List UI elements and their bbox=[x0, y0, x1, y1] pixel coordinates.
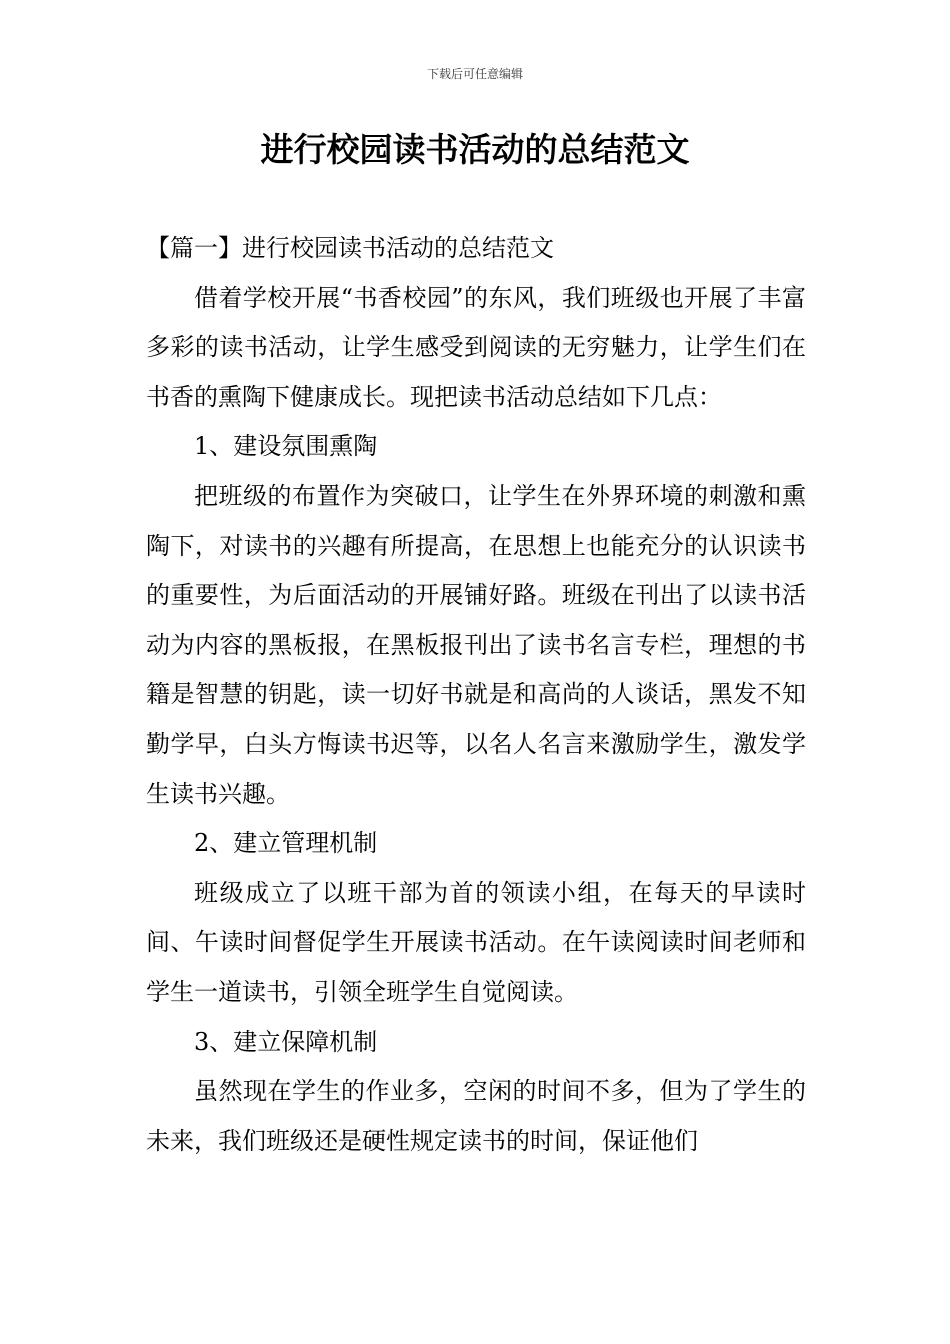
subheading-1: 1、建设氛围熏陶 bbox=[194, 432, 378, 461]
subheading-2: 2、建立管理机制 bbox=[194, 829, 378, 858]
subheading-3: 3、建立保障机制 bbox=[194, 1027, 378, 1056]
paragraph-1: 把班级的布置作为突破口，让学生在外界环境的刺激和熏陶下，对读书的兴趣有所提高，在思想上也能充分的认识读书的重要性，为后面活动的开展铺好路。班级在刊出了以读书活动为内容的黑板报，在黑板报刊出了读书名言专栏，理想的书籍是智慧的钥匙，读一切好书就是和高尚的人谈话，黑发不知勤学早，白头方悔读书迟等，以名人名言来激励学生，激发学生读书兴趣。 bbox=[146, 481, 806, 808]
document-body bbox=[146, 224, 806, 1166]
paragraph-3: 虽然现在学生的作业多，空闲的时间不多，但为了学生的未来，我们班级还是硬性规定读书的时间，保证他们 bbox=[146, 1077, 806, 1155]
document-title: 进行校园读书活动的总结范文 bbox=[260, 130, 690, 169]
paragraph-intro: 借着学校开展“书香校园”的东风，我们班级也开展了丰富多彩的读书活动，让学生感受到阅读的无穷魅力，让学生们在书香的熏陶下健康成长。现把读书活动总结如下几点： bbox=[146, 283, 806, 411]
header-note: 下载后可任意编辑 bbox=[426, 67, 523, 81]
paragraph-2: 班级成立了以班干部为首的领读小组，在每天的早读时间、午读时间督促学生开展读书活动。在午读阅读时间老师和学生一道读书，引领全班学生自觉阅读。 bbox=[146, 878, 806, 1006]
section-heading: 【篇一】进行校园读书活动的总结范文 bbox=[146, 234, 554, 262]
